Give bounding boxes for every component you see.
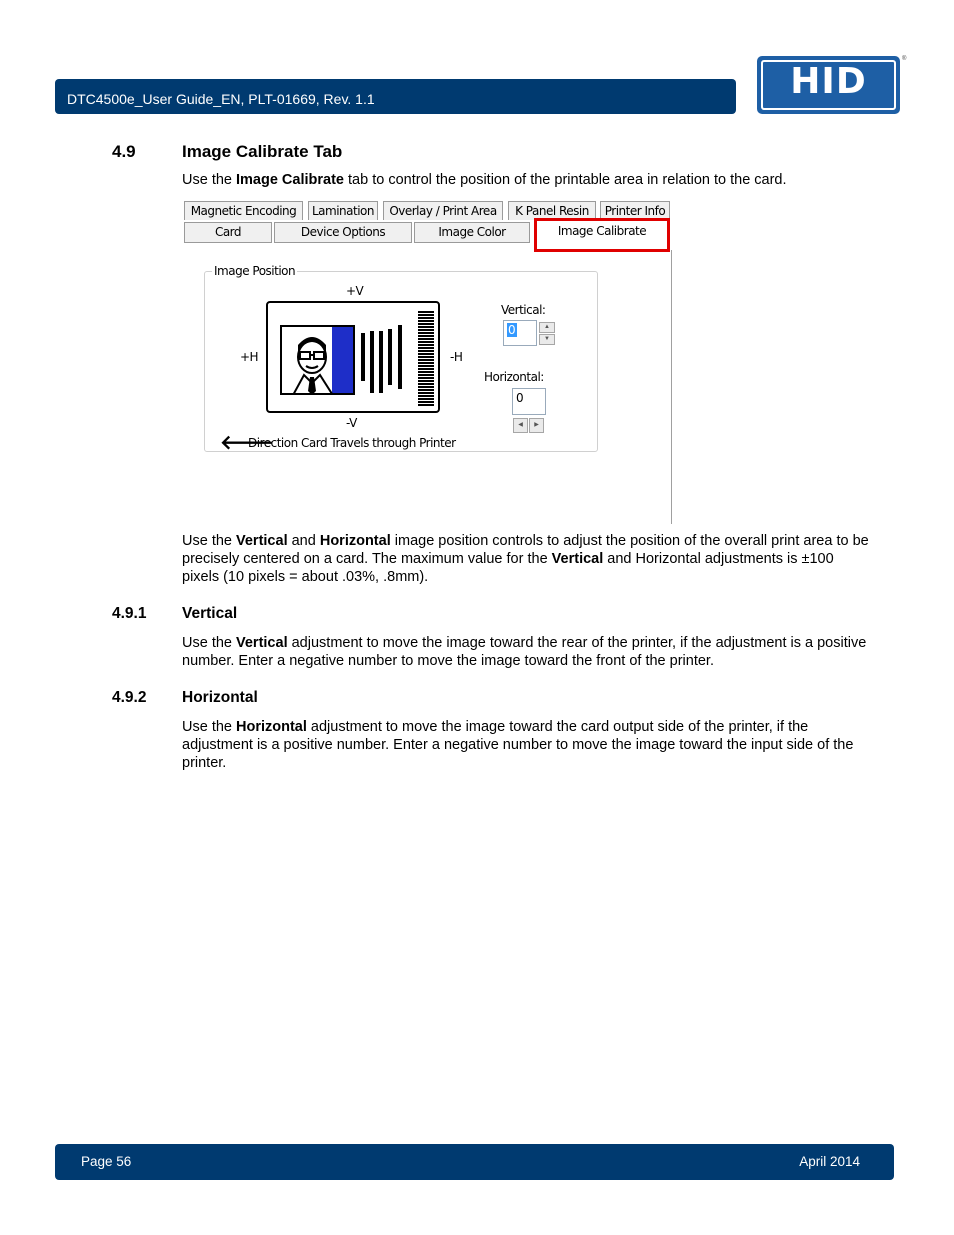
tab-image-calibrate[interactable]: Image Calibrate xyxy=(534,218,670,252)
header-bar xyxy=(55,79,736,114)
registered-mark: ® xyxy=(902,56,907,62)
subsection-number-horizontal: 4.9.2 xyxy=(112,689,147,706)
person-icon xyxy=(282,327,355,395)
vertical-up-button[interactable]: ▲ xyxy=(539,322,555,333)
logo-text: HID xyxy=(790,61,867,102)
barcode xyxy=(418,311,434,407)
tab-magnetic-encoding[interactable]: Magnetic Encoding xyxy=(184,201,303,220)
image-calibrate-dialog xyxy=(182,198,674,524)
plus-h-label: +H xyxy=(240,350,259,364)
section-title: Image Calibrate Tab xyxy=(182,142,343,161)
tab-overlay-print-area[interactable]: Overlay / Print Area xyxy=(383,201,503,220)
vertical-down-button[interactable]: ▼ xyxy=(539,334,555,345)
footer-date: April 2014 xyxy=(799,1154,860,1169)
vertical-paragraph: Use the Vertical adjustment to move the image toward the rear of the printer, if the adjustment is a positive number. Enter a negative number to move the image toward the front of the printer. xyxy=(182,635,867,670)
subsection-number-vertical: 4.9.1 xyxy=(112,605,147,622)
subsection-title-vertical: Vertical xyxy=(182,605,238,622)
tab-card[interactable]: Card xyxy=(184,222,272,243)
arrow-left-icon: 🡐 xyxy=(220,430,274,454)
section-number: 4.9 xyxy=(112,142,136,161)
tab-device-options[interactable]: Device Options xyxy=(274,222,412,243)
horizontal-right-button[interactable]: ▶ xyxy=(529,418,544,433)
minus-v-label: -V xyxy=(346,416,357,430)
horizontal-input[interactable]: 0 xyxy=(512,388,546,415)
tab-lamination[interactable]: Lamination xyxy=(308,201,378,220)
card-photo xyxy=(280,325,355,395)
horizontal-left-button[interactable]: ◀ xyxy=(513,418,528,433)
minus-h-label: -H xyxy=(450,350,463,364)
id-card-illustration xyxy=(266,301,440,413)
tab-printer-info[interactable]: Printer Info xyxy=(600,201,670,220)
tab-image-color[interactable]: Image Color xyxy=(414,222,530,243)
horizontal-label: Horizontal: xyxy=(484,370,544,384)
tab-k-panel-resin[interactable]: K Panel Resin xyxy=(508,201,596,220)
image-position-label: Image Position xyxy=(214,264,296,278)
vertical-input[interactable]: 0 xyxy=(503,320,537,346)
page-number: Page 56 xyxy=(81,1154,132,1169)
horizontal-paragraph: Use the Horizontal adjustment to move the image toward the card output side of the printer, if the adjustment is a positive number. Enter a negative number to move the image toward the input side of the printer. xyxy=(182,719,854,772)
document-title: DTC4500e_User Guide_EN, PLT-01669, Rev. 1.1 xyxy=(67,91,375,107)
hid-logo xyxy=(757,56,900,114)
plus-v-label: +V xyxy=(346,284,364,298)
vertical-label: Vertical: xyxy=(501,303,546,317)
panel-border xyxy=(671,250,672,524)
direction-caption: Direction Card Travels through Printer xyxy=(248,436,456,450)
footer-bar xyxy=(55,1144,894,1180)
position-controls-paragraph: Use the Vertical and Horizontal image position controls to adjust the position of the overall print area to be precisely centered on a card. The maximum value for the Vertical and Horizontal adjustments is ±100 pixels (10 pixels = about .03%, .8mm). xyxy=(182,533,869,586)
section-intro: Use the Image Calibrate tab to control the position of the printable area in relation to the card. xyxy=(182,172,787,188)
subsection-title-horizontal: Horizontal xyxy=(182,689,258,706)
